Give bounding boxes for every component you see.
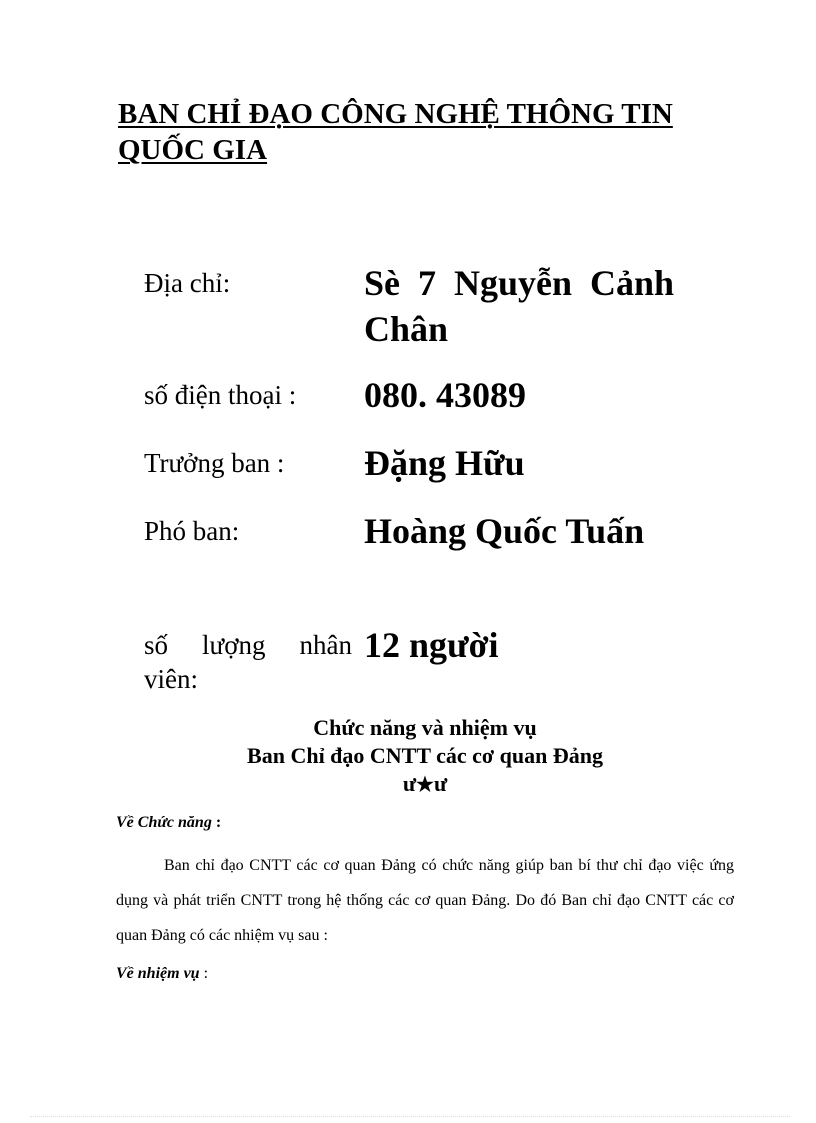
function-paragraph: Ban chỉ đạo CNTT các cơ quan Đảng có chức năng giúp ban bí thư chỉ đạo việc ứng dụng và phát triển CNTT trong hệ thống các cơ quan Đảng. Do đó Ban chỉ đạo CNTT các cơ quan Đảng có các nhiệm vụ sau :: [116, 857, 734, 944]
address-value: Sè 7 Nguyễn Cảnh Chân: [364, 263, 674, 349]
address-label: Địa chỉ:: [144, 268, 231, 298]
head-label: Trưởng ban :: [144, 448, 285, 478]
function-heading: [116, 814, 221, 832]
heading-ornament-left: ư: [402, 771, 417, 796]
page-divider: [30, 1116, 790, 1117]
section-heading-line1: Chức năng và nhiệm vụ: [313, 715, 537, 740]
duty-label: Về nhiệm vụ: [116, 965, 200, 982]
info-row-deputy: [144, 511, 689, 554]
section-heading: [60, 714, 790, 799]
duty-colon: :: [199, 965, 209, 982]
section-heading-line3: [60, 770, 790, 799]
duty-heading: [116, 965, 208, 983]
phone-label: số điện thoại :: [144, 380, 297, 410]
star-icon: ★: [416, 774, 434, 796]
head-value: Đặng Hữu: [364, 443, 525, 483]
function-colon: :: [211, 814, 222, 831]
function-label: Về Chức năng: [116, 814, 212, 831]
staff-label: số lượng nhân viên:: [144, 630, 352, 694]
heading-ornament-right: ư: [433, 771, 448, 796]
info-row-address: [144, 263, 689, 352]
document-title: BAN CHỈ ĐẠO CÔNG NGHỆ THÔNG TIN QUỐC GIA: [118, 98, 673, 166]
section-heading-line2: Ban Chỉ đạo CNTT các cơ quan Đảng: [247, 743, 603, 768]
staff-value: 12 người: [364, 625, 499, 665]
phone-value: 080. 43089: [364, 375, 526, 415]
deputy-value: Hoàng Quốc Tuấn: [364, 511, 645, 551]
info-row-head: [144, 443, 689, 486]
deputy-label: Phó ban:: [144, 516, 240, 546]
info-row-phone: [144, 375, 689, 418]
info-row-staff: [144, 625, 689, 696]
